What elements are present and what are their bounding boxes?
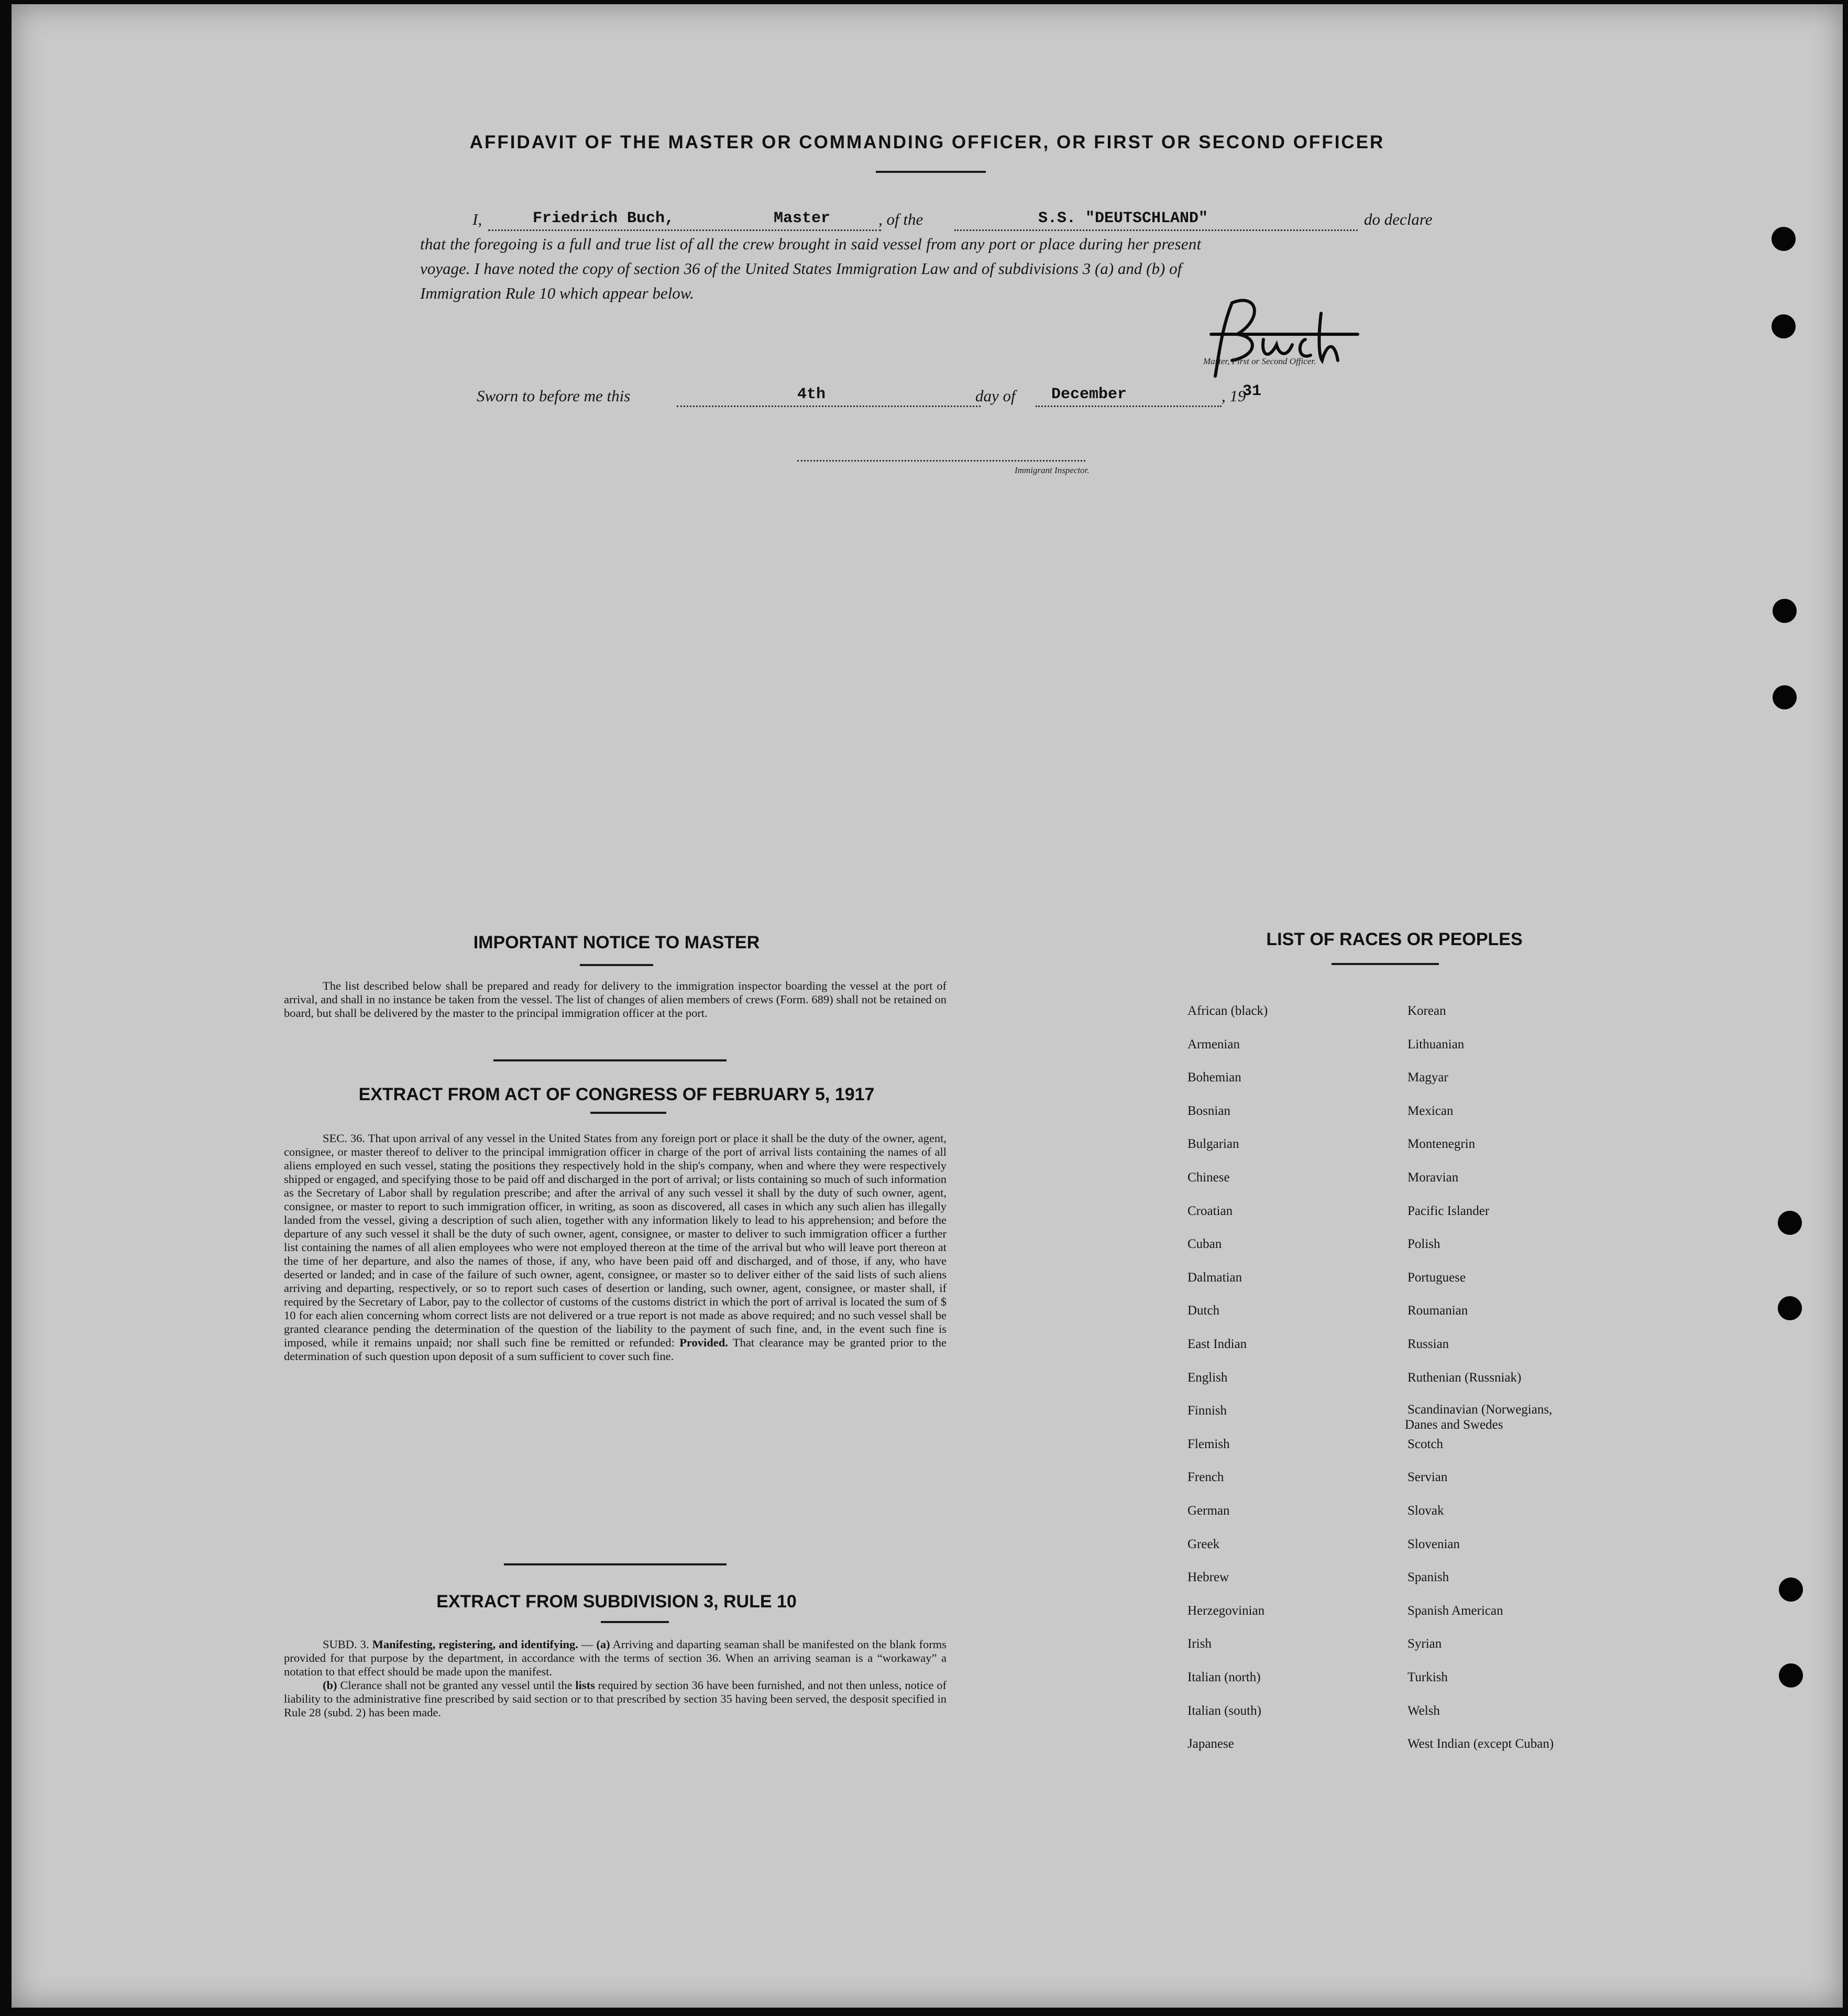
- race-item: Bulgarian: [1187, 1137, 1239, 1152]
- race-item: Slovak: [1407, 1504, 1444, 1518]
- race-item: Scandinavian (Norwegians,: [1407, 1403, 1553, 1417]
- punch-hole: [1779, 1577, 1803, 1602]
- race-item: Bohemian: [1187, 1070, 1241, 1085]
- act-title: EXTRACT FROM ACT OF CONGRESS OF FEBRUARY 5, 1917: [358, 1084, 875, 1104]
- race-item: Japanese: [1187, 1737, 1234, 1751]
- race-item: Hebrew: [1187, 1570, 1229, 1585]
- sworn-day: 4th: [797, 386, 826, 403]
- race-item: Welsh: [1407, 1703, 1440, 1718]
- inspector-caption: Immigrant Inspector.: [1015, 465, 1090, 475]
- race-item: Ruthenian (Russniak): [1407, 1370, 1522, 1385]
- rule-rule: [601, 1621, 669, 1623]
- day-of-text: day of: [975, 387, 1016, 405]
- race-item: Portuguese: [1407, 1270, 1466, 1285]
- race-item: Korean: [1407, 1004, 1446, 1018]
- race-item: West Indian (except Cuban): [1407, 1737, 1554, 1751]
- sworn-month: December: [1051, 386, 1127, 403]
- race-item: Moravian: [1407, 1170, 1459, 1185]
- punch-hole: [1778, 1211, 1802, 1235]
- race-item: Croatian: [1187, 1203, 1233, 1218]
- punch-hole: [1772, 314, 1796, 338]
- race-item: Greek: [1187, 1537, 1220, 1551]
- race-item: Armenian: [1187, 1037, 1240, 1051]
- race-item: African (black): [1187, 1004, 1268, 1018]
- signature-caption: Master, First or Second Officer.: [1203, 356, 1316, 366]
- race-item: Spanish American: [1407, 1603, 1503, 1618]
- declaration-line-4: Immigration Rule 10 which appear below.: [420, 284, 694, 302]
- race-item: Servian: [1407, 1470, 1448, 1485]
- races-rule: [1332, 963, 1439, 965]
- race-item: Lithuanian: [1407, 1037, 1465, 1051]
- race-item: Danes and Swedes: [1405, 1418, 1503, 1432]
- affidavit-title: AFFIDAVIT OF THE MASTER OR COMMANDING OFFICER, OR FIRST OR SECOND OFFICER: [469, 132, 1385, 152]
- declaration-line-3: voyage. I have noted the copy of section 36 of the United States Immigration Law and of subdivisions 3 (a) and (b) of: [420, 259, 1182, 278]
- punch-hole: [1773, 685, 1797, 709]
- punch-hole: [1772, 227, 1796, 251]
- of-the-text: , of the: [878, 210, 923, 228]
- race-item: Flemish: [1187, 1437, 1230, 1451]
- race-item: Cuban: [1187, 1237, 1222, 1252]
- title-rule: [876, 171, 986, 173]
- race-item: Italian (north): [1187, 1670, 1261, 1684]
- master-rank: Master: [774, 210, 831, 227]
- race-item: Syrian: [1407, 1637, 1442, 1651]
- race-item: Bosnian: [1187, 1103, 1230, 1118]
- race-item: Russian: [1407, 1337, 1449, 1351]
- act-rule: [590, 1112, 666, 1114]
- race-item: Roumanian: [1407, 1303, 1468, 1318]
- punch-hole: [1779, 1663, 1803, 1688]
- race-item: Scotch: [1407, 1437, 1444, 1451]
- race-item: East Indian: [1187, 1337, 1247, 1351]
- race-item: Chinese: [1187, 1170, 1230, 1185]
- act-divider: [504, 1563, 727, 1565]
- race-item: Montenegrin: [1407, 1137, 1476, 1152]
- notice-title: IMPORTANT NOTICE TO MASTER: [473, 933, 760, 952]
- race-item: Spanish: [1407, 1570, 1449, 1585]
- document-page: [12, 4, 1843, 2008]
- race-item: Herzegovinian: [1187, 1603, 1265, 1618]
- declaration-line-2: that the foregoing is a full and true list of all the crew brought in said vessel from any port or place during her present: [420, 235, 1202, 253]
- affidavit-prefix: I,: [472, 210, 482, 228]
- race-item: French: [1187, 1470, 1224, 1485]
- notice-rule: [580, 964, 653, 966]
- race-item: Finnish: [1187, 1404, 1227, 1418]
- race-item: Mexican: [1407, 1103, 1454, 1118]
- sworn-text: Sworn to before me this: [477, 387, 631, 405]
- year-prefix: , 19: [1222, 387, 1246, 405]
- race-item: Slovenian: [1407, 1537, 1460, 1551]
- act-text: SEC. 36. That upon arrival of any vessel in the United States from any foreign port or place it shall be the duty of the owner, agent, consignee, or master thereof to deliver to the principal immigration officer in charge of the port of arrival lists containing the names of all aliens employed en such vessel, stating the positions they respectively hold in the ship's company, when and where they were respectively shipped or engaged, and specifying those to be paid off and discharged in the port of arrival; or lists containing so much of such information as the Secretary of Labor shall by regulation prescribe; and after the arrival of any such vessel it shall by the duty of such owner, agent, consignee, or master to report to such immigration officer, in writing, as soon as discovered, all cases in which any such alien has illegally landed from the vessel, giving a description of such alien, together with any information likely to lead to his apprehension; and before the departure of any such vessel it shall be the duty of such owner, agent, consignee, or master to deliver to such immigration officer a further list containing the names of all alien employees who were not employed thereon at the time of the arrival but who will leave port thereon at the time of her departure, and also the names of those, if any, who have been paid off and discharged, and of those, if any, who have deserted or landed; and in case of the failure of such owner, agent, consignee, or master so to deliver either of the said lists of such aliens arriving and departing, respectively, or so to report such cases of desertion or landing, such owner, agent, consignee, or master shall, if required by the Secretary of Labor, pay to the collector of customs of the customs district in which the port of arrival is located the sum of $ 10 for each alien concerning whom correct lists are not delivered or a true report is not made as above required; and no such vessel shall be granted clearance pending the determination of the question of the liability to the payment of such fine, and, in the event such fine is imposed, while it remains unpaid; nor shall such fine be remitted or refunded: Provided. That clearance may be granted prior to the determination of such question upon deposit of a sum sufficient to cover such fine.: [284, 1132, 947, 1363]
- master-signature: [1201, 282, 1368, 387]
- race-item: German: [1187, 1504, 1230, 1518]
- year-suffix: 31: [1242, 382, 1262, 400]
- race-item: Dutch: [1187, 1303, 1220, 1318]
- race-item: Polish: [1407, 1237, 1440, 1252]
- races-title: LIST OF RACES OR PEOPLES: [1266, 929, 1523, 949]
- race-item: Italian (south): [1187, 1703, 1261, 1718]
- notice-divider: [493, 1059, 727, 1061]
- punch-hole: [1773, 599, 1797, 623]
- race-item: Turkish: [1407, 1670, 1448, 1684]
- race-item: Pacific Islander: [1407, 1203, 1490, 1218]
- race-item: Magyar: [1407, 1070, 1448, 1085]
- race-item: Irish: [1187, 1637, 1212, 1651]
- race-item: English: [1187, 1370, 1228, 1385]
- do-declare-text: do declare: [1364, 210, 1433, 228]
- master-name: Friedrich Buch,: [533, 210, 675, 227]
- race-item: Dalmatian: [1187, 1270, 1242, 1285]
- notice-text: The list described below shall be prepared and ready for delivery to the immigration inspector boarding the vessel at the port of arrival, and shall in no instance be taken from the vessel. The list of changes of alien members of crews (Form. 689) shall not be retained on board, but shall be delivered by the master to the principal immigration officer at the port.: [284, 979, 947, 1020]
- vessel-name: S.S. "DEUTSCHLAND": [1038, 210, 1208, 227]
- rule-text: SUBD. 3. Manifesting, registering, and identifying. — (a) Arriving and daparting seaman shall be manifested on the blank forms provided for that purpose by the department, in accordance with the terms of section 36. When an arriving seaman is a “workaway” a notation to that effect should be made upon the manifest. (b) Clerance shall not be granted any vessel until the lists required by section 36 have been furnished, and not then unless, notice of liability to the administrative fine prescribed by said section or to that prescribed by section 35 having been served, the desposit specified in Rule 28 (subd. 2) has been made.: [284, 1638, 947, 1719]
- rule-title: EXTRACT FROM SUBDIVISION 3, RULE 10: [436, 1592, 797, 1612]
- punch-hole: [1778, 1296, 1802, 1320]
